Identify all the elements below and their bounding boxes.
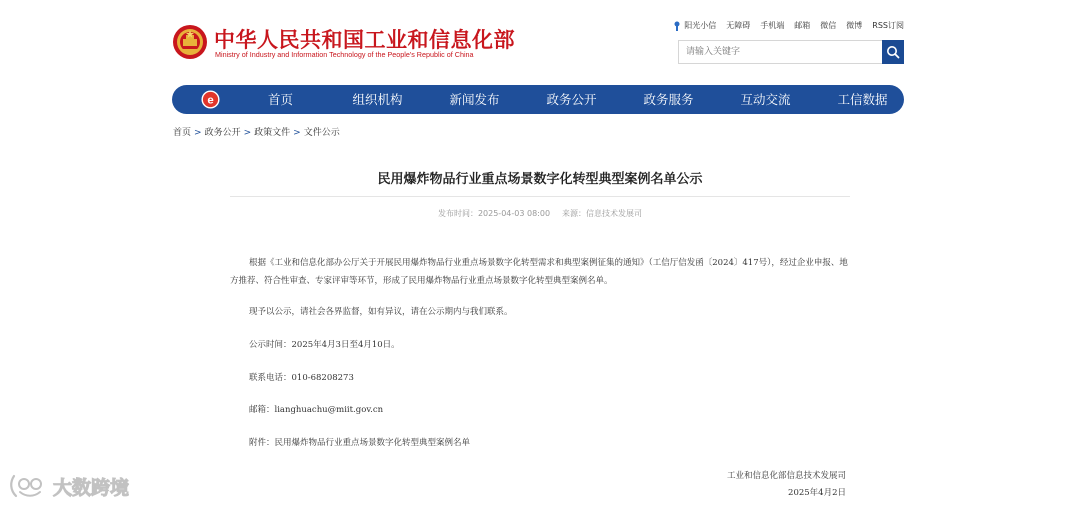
top-link-label: 阳光小信 <box>684 21 717 30</box>
article-paragraph: 公示时间：2025年4月3日至4月10日。 <box>249 340 400 350</box>
watermark-text: 大数跨境 <box>53 476 130 499</box>
search-button[interactable] <box>882 40 904 64</box>
search-icon <box>886 45 900 59</box>
top-link-accessibility[interactable]: 无障碍 <box>726 21 751 30</box>
nav-item-organization[interactable]: 组织机构 <box>352 92 403 107</box>
breadcrumb-item-policy[interactable]: 政策文件 <box>254 128 291 138</box>
article-paragraph: 根据《工业和信息化部办公厅关于开展民用爆炸物品行业重点场景数字化转型需求和典型案例征集的通知》（工信厅信发函〔2024〕417号），经过企业申报、地方推荐、符合性审查、专家评审等环节，形成了民用爆炸物品行业重点场景数字化转型典型案例名单。 <box>230 258 848 286</box>
article-title: 民用爆炸物品行业重点场景数字化转型典型案例名单公示 <box>377 172 703 187</box>
nav-item-services[interactable]: 政务服务 <box>643 92 694 107</box>
search-box <box>678 40 904 64</box>
sunshine-icon <box>673 21 681 31</box>
breadcrumb-item-home[interactable]: 首页 <box>173 128 192 138</box>
watermark <box>8 472 129 500</box>
main-nav <box>172 85 904 114</box>
article-source: 来源：信息技术发展司 <box>562 209 643 218</box>
nav-item-government-affairs[interactable]: 政务公开 <box>546 92 597 107</box>
nav-item-home[interactable]: 首页 <box>267 92 293 107</box>
site-subtitle: Ministry of Industry and Information Technology of the People's Republic of China <box>215 50 474 59</box>
watermark-logo-icon <box>8 472 48 500</box>
top-link-wechat[interactable]: 微信 <box>820 21 837 30</box>
site-header <box>172 18 904 68</box>
national-emblem-icon[interactable] <box>172 24 208 60</box>
top-link-rss[interactable]: RSS订阅 <box>872 21 904 30</box>
breadcrumb <box>173 125 340 138</box>
top-link-sunshine[interactable] <box>673 20 716 31</box>
top-link-mail[interactable]: 邮箱 <box>794 21 811 30</box>
publish-time: 发布时间：2025-04-03 08:00 <box>437 209 551 218</box>
signature-date: 2025年4月2日 <box>788 488 846 498</box>
svg-text:e: e <box>207 94 214 107</box>
nav-items <box>232 85 911 114</box>
breadcrumb-item-affairs[interactable]: 政务公开 <box>204 128 241 138</box>
top-links <box>673 20 904 31</box>
nav-item-news[interactable]: 新闻发布 <box>449 92 500 107</box>
top-link-weibo[interactable]: 微博 <box>846 21 863 30</box>
top-link-mobile[interactable]: 手机端 <box>760 21 785 30</box>
site-title[interactable]: 中华人民共和国工业和信息化部 <box>214 28 515 52</box>
title-divider <box>230 196 850 197</box>
breadcrumb-separator: > <box>243 128 252 138</box>
search-input[interactable] <box>678 40 882 64</box>
attachment-link[interactable]: 附件：民用爆炸物品行业重点场景数字化转型典型案例名单 <box>249 438 471 448</box>
contact-email: 邮箱：lianghuachu@miit.gov.cn <box>249 405 384 415</box>
breadcrumb-item-notice[interactable]: 文件公示 <box>303 128 340 138</box>
article-meta <box>0 208 1080 219</box>
breadcrumb-separator: > <box>293 128 301 138</box>
contact-phone: 联系电话：010-68208273 <box>249 373 354 383</box>
e-gov-logo-icon[interactable] <box>201 90 220 109</box>
signature-organization: 工业和信息化部信息技术发展司 <box>726 471 846 481</box>
article-paragraph: 现予以公示，请社会各界监督，如有异议，请在公示期内与我们联系。 <box>249 307 513 317</box>
breadcrumb-separator: > <box>194 128 202 138</box>
nav-item-data[interactable]: 工信数据 <box>837 92 888 107</box>
nav-item-interaction[interactable]: 互动交流 <box>740 92 791 107</box>
